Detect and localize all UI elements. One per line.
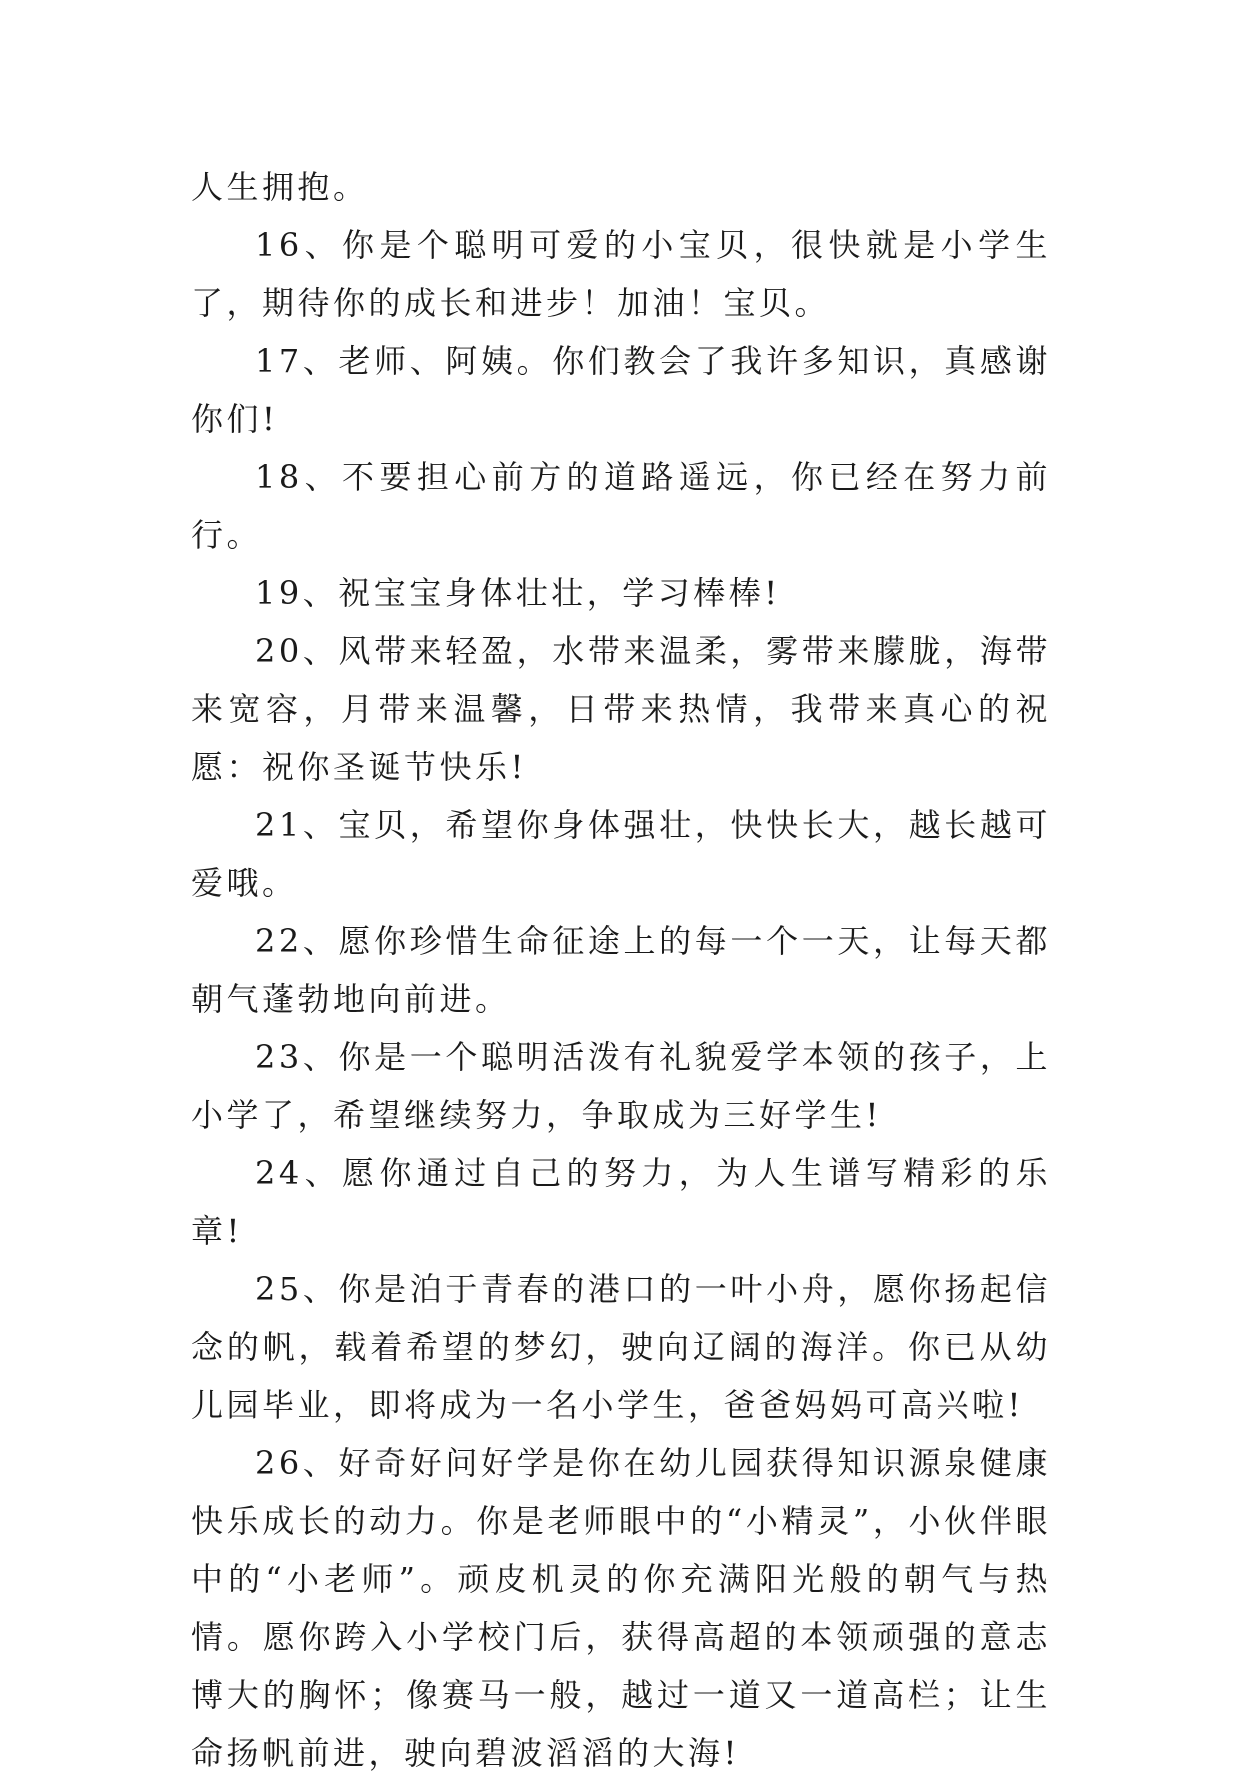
paragraph-17: 17、老师、阿姨。你们教会了我许多知识，真感谢你们! [191, 342, 1051, 438]
document-body [191, 158, 1051, 1782]
paragraph-18: 18、不要担心前方的道路遥远，你已经在努力前行。 [191, 458, 1051, 554]
paragraph-21: 21、宝贝，希望你身体强壮，快快长大，越长越可爱哦。 [191, 806, 1051, 902]
paragraph-continuation: 人生拥抱。 [191, 168, 369, 206]
paragraph-23: 23、你是一个聪明活泼有礼貌爱学本领的孩子，上小学了，希望继续努力，争取成为三好学生! [191, 1038, 1051, 1134]
paragraph-20: 20、风带来轻盈，水带来温柔，雾带来朦胧，海带来宽容，月带来温馨，日带来热情，我带来真心的祝愿：祝你圣诞节快乐! [191, 632, 1051, 786]
paragraph-19: 19、祝宝宝身体壮壮，学习棒棒! [255, 574, 781, 612]
paragraph-16: 16、你是个聪明可爱的小宝贝，很快就是小学生了，期待你的成长和进步！加油！宝贝。 [191, 226, 1051, 322]
paragraph-25: 25、你是泊于青春的港口的一叶小舟，愿你扬起信念的帆，载着希望的梦幻，驶向辽阔的海洋。你已从幼儿园毕业，即将成为一名小学生，爸爸妈妈可高兴啦! [191, 1270, 1051, 1424]
paragraph-22: 22、愿你珍惜生命征途上的每一个一天，让每天都朝气蓬勃地向前进。 [191, 922, 1051, 1018]
paragraph-24: 24、愿你通过自己的努力，为人生谱写精彩的乐章! [191, 1154, 1051, 1250]
paragraph-26: 26、好奇好问好学是你在幼儿园获得知识源泉健康快乐成长的动力。你是老师眼中的“小精灵”，小伙伴眼中的“小老师”。顽皮机灵的你充满阳光般的朝气与热情。愿你跨入小学校门后，获得高超的本领顽强的意志博大的胸怀；像赛马一般，越过一道又一道高栏；让生命扬帆前进，驶向碧波滔滔的大海! [191, 1444, 1051, 1772]
